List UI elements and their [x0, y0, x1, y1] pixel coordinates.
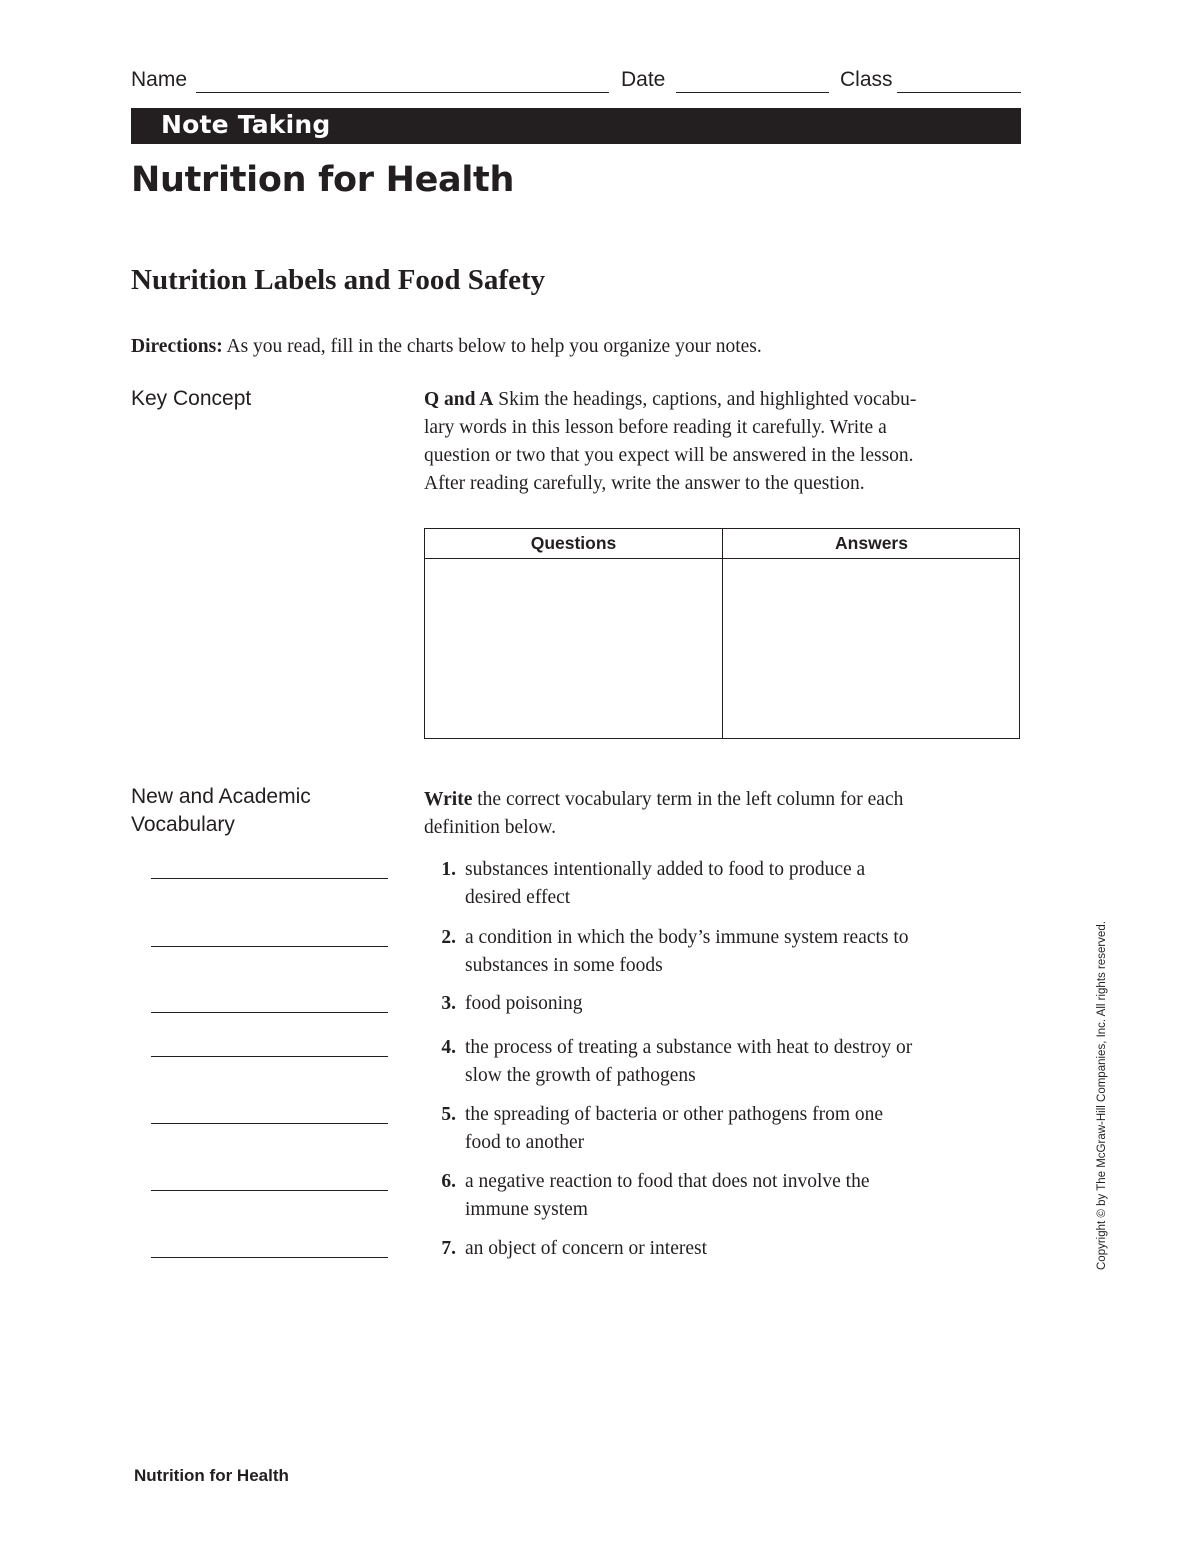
vocab-number: 2. — [441, 927, 456, 948]
vocab-definition — [465, 1168, 1025, 1224]
vocabulary-label — [131, 783, 311, 839]
vocabulary-instruction-line: definition below. — [424, 817, 556, 838]
vocab-number: 4. — [441, 1037, 456, 1058]
directions — [131, 336, 762, 358]
definition-line: substances in some foods — [465, 955, 663, 976]
vocab-definition — [465, 1101, 1025, 1157]
vocab-number: 1. — [441, 859, 456, 880]
vocab-answer-blank[interactable] — [151, 1123, 388, 1124]
qa-lead: Q and A — [424, 389, 494, 410]
class-label: Class — [840, 68, 893, 91]
vocab-answer-blank[interactable] — [151, 878, 388, 879]
definition-line: the spreading of bacteria or other pathogens from one — [465, 1104, 884, 1125]
vocabulary-label-line: New and Academic — [131, 785, 311, 808]
name-label: Name — [131, 68, 188, 91]
questions-column-header: Questions — [530, 533, 617, 553]
column-divider — [722, 529, 723, 738]
key-concept-line: After reading carefully, write the answer to the question. — [424, 473, 865, 494]
vocab-item — [0, 1101, 1200, 1161]
vocab-definition — [465, 990, 1025, 1018]
section-banner — [131, 108, 1021, 144]
date-label: Date — [621, 68, 666, 91]
vocab-definition — [465, 856, 1025, 912]
qa-chart — [424, 528, 1020, 739]
vocab-item — [0, 1168, 1200, 1228]
definition-line: an object of concern or interest — [465, 1238, 708, 1259]
definition-line: substances intentionally added to food to produce a — [465, 859, 866, 880]
directions-text: As you read, fill in the charts below to help you organize your notes. — [226, 336, 762, 357]
vocabulary-instruction-text: the correct vocabulary term in the left column for each — [477, 789, 904, 810]
key-concept-line — [424, 386, 1024, 414]
vocab-answer-blank[interactable] — [151, 1190, 388, 1191]
vocabulary-instruction-line — [424, 786, 1024, 814]
directions-label: Directions: — [131, 336, 223, 357]
definition-line: immune system — [465, 1199, 588, 1220]
vocab-number: 5. — [441, 1104, 456, 1125]
key-concept-label: Key Concept — [131, 387, 252, 410]
page-footer: Nutrition for Health — [134, 1466, 289, 1485]
vocabulary-instructions — [424, 786, 1024, 842]
questions-cell[interactable] — [425, 559, 721, 738]
vocab-number: 6. — [441, 1171, 456, 1192]
page-title: Nutrition for Health — [131, 160, 515, 200]
write-lead: Write — [424, 789, 473, 810]
definition-line: food poisoning — [465, 993, 583, 1014]
definition-line: a negative reaction to food that does not involve the — [465, 1171, 870, 1192]
definition-line: desired effect — [465, 887, 571, 908]
vocab-item — [0, 856, 1200, 916]
vocabulary-label-line: Vocabulary — [131, 813, 235, 836]
answers-column-header: Answers — [835, 533, 908, 553]
definition-line: a condition in which the body’s immune system reacts to — [465, 927, 909, 948]
vocab-answer-blank[interactable] — [151, 946, 388, 947]
student-info-header — [131, 68, 1021, 96]
vocab-item — [0, 1235, 1200, 1295]
vocab-answer-blank[interactable] — [151, 1056, 388, 1057]
name-field[interactable] — [196, 92, 609, 93]
vocab-number: 3. — [441, 993, 456, 1014]
vocab-definition — [465, 1034, 1025, 1090]
banner-label: Note Taking — [161, 110, 331, 139]
key-concept-text: Skim the headings, captions, and highlighted vocabu- — [498, 389, 917, 410]
class-field[interactable] — [897, 92, 1021, 93]
copyright-notice: Copyright © by The McGraw-Hill Companies, Inc. All rights reserved. — [1096, 921, 1108, 1270]
vocab-item — [0, 1034, 1200, 1094]
vocab-definition — [465, 924, 1025, 980]
key-concept-line: lary words in this lesson before reading it carefully. Write a — [424, 417, 887, 438]
lesson-subtitle: Nutrition Labels and Food Safety — [131, 264, 546, 296]
vocab-item — [0, 924, 1200, 984]
vocab-definition — [465, 1235, 1025, 1263]
date-field[interactable] — [676, 92, 829, 93]
vocab-number: 7. — [441, 1238, 456, 1259]
definition-line: the process of treating a substance with heat to destroy or — [465, 1037, 913, 1058]
key-concept-instructions — [424, 386, 1024, 498]
key-concept-line: question or two that you expect will be answered in the lesson. — [424, 445, 914, 466]
vocab-answer-blank[interactable] — [151, 1257, 388, 1258]
definition-line: food to another — [465, 1132, 585, 1153]
definition-line: slow the growth of pathogens — [465, 1065, 696, 1086]
vocab-answer-blank[interactable] — [151, 1012, 388, 1013]
answers-cell[interactable] — [724, 559, 1020, 738]
